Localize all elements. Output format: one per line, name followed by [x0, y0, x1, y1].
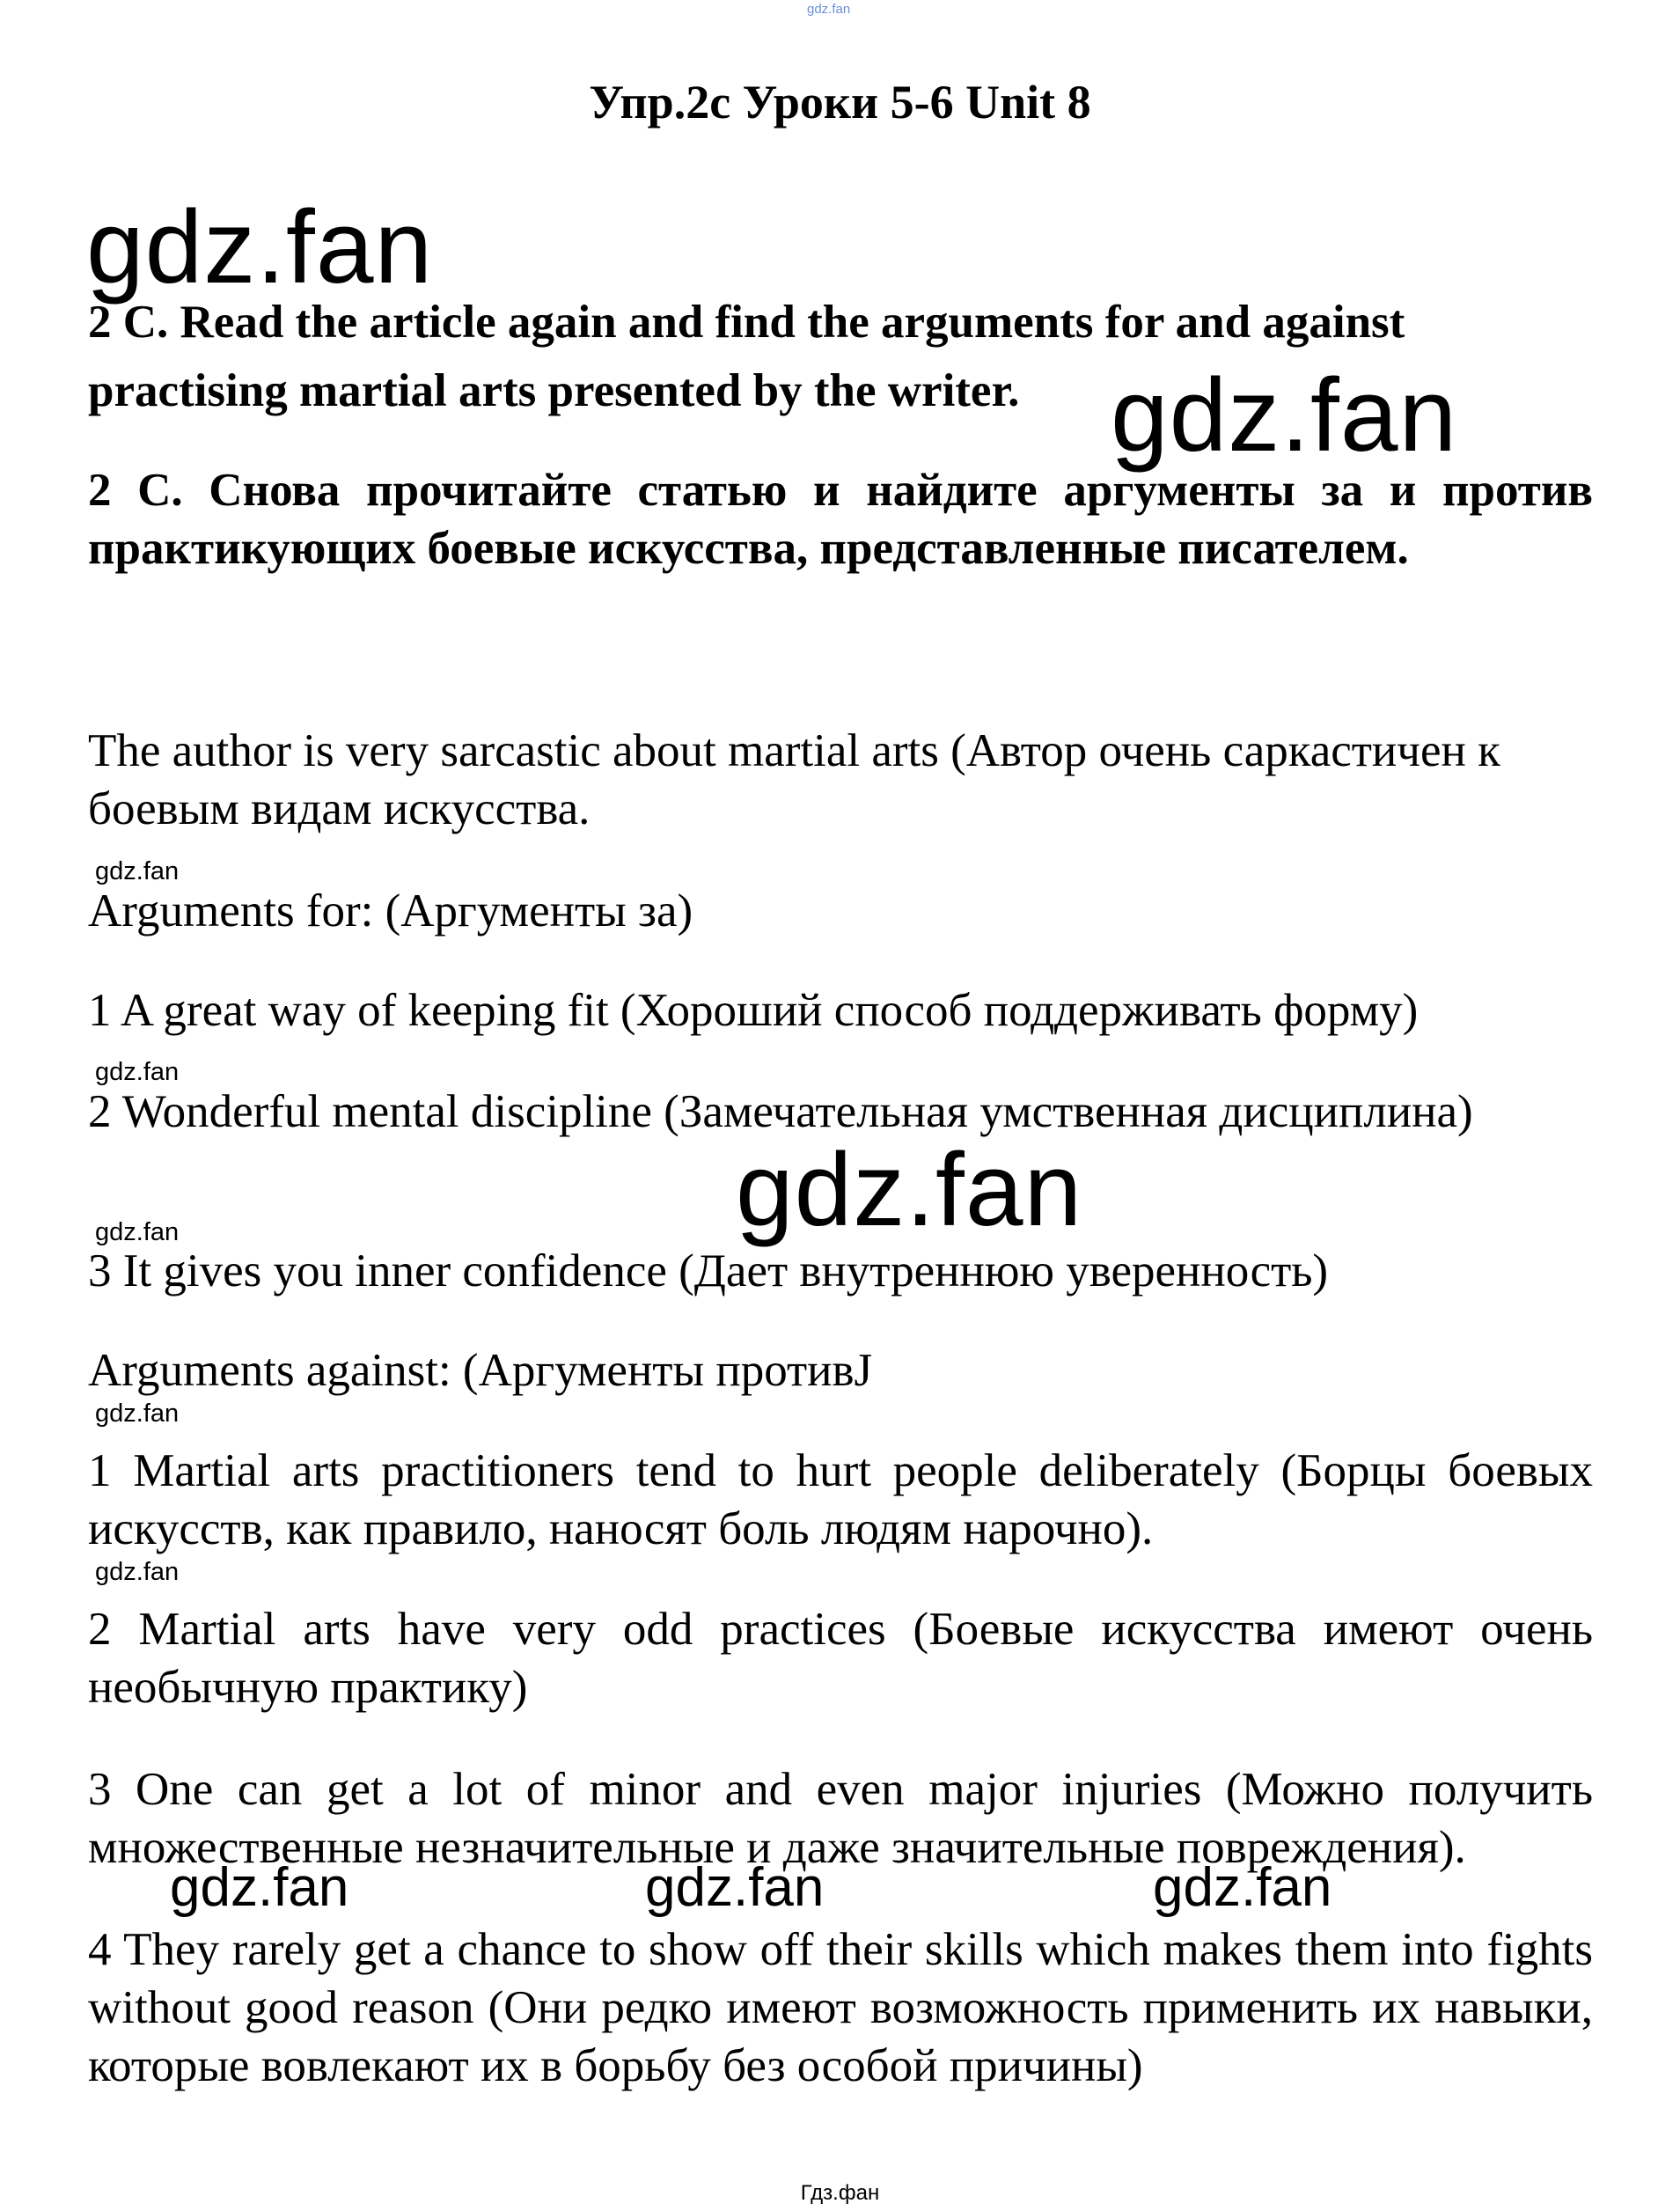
arguments-for-heading: Arguments for: (Аргументы за): [88, 885, 693, 937]
watermark-small: gdz.fan: [95, 1399, 180, 1428]
top-watermark: gdz.fan: [807, 2, 851, 17]
watermark-large: gdz.fan: [1111, 357, 1458, 474]
watermark-medium: gdz.fan: [1153, 1857, 1332, 1918]
page-title: Упр.2с Уроки 5-6 Unit 8: [589, 76, 1091, 129]
argument-for-3: 3 It gives you inner confidence (Дает внутреннюю уверенность): [88, 1245, 1329, 1296]
watermark-medium: gdz.fan: [170, 1857, 349, 1918]
argument-against-4: 4 They rarely get a chance to show off their skills which makes them into fights without good reason (Они редко имеют возможность применить их навыки, которые вовлекают их в борьбу без особой причины): [88, 1924, 1593, 2091]
watermark-small: gdz.fan: [95, 1058, 180, 1086]
watermark-small: gdz.fan: [95, 1558, 180, 1586]
argument-against-3: 3 One can get a lot of minor and even major injuries (Можно получить множественные незначительные и даже значительные повреждения).: [88, 1764, 1593, 1873]
task-english: 2 С. Read the article again and find the arguments for and against practising martial arts presented by the writer.: [88, 297, 1405, 416]
watermark-large: gdz.fan: [86, 189, 434, 305]
arguments-against-heading: Arguments against: (Аргументы противJ: [88, 1345, 873, 1396]
footer-text: Гдз.фан: [800, 2181, 880, 2205]
task-russian: 2 С. Снова прочитайте статью и найдите аргументы за и против практикующих боевые искусства, представленные писателем.: [88, 465, 1593, 574]
watermark-small: gdz.fan: [95, 857, 180, 885]
watermark-large: gdz.fan: [736, 1132, 1083, 1248]
argument-against-2: 2 Martial arts have very odd practices (Боевые искусства имеют очень необычную практику): [88, 1604, 1593, 1713]
argument-for-2: 2 Wonderful mental discipline (Замечательная умственная дисциплина): [88, 1086, 1473, 1137]
watermark-medium: gdz.fan: [645, 1857, 825, 1918]
argument-against-1: 1 Martial arts practitioners tend to hurt people deliberately (Борцы боевых искусств, как правило, наносят боль людям нарочно).: [88, 1445, 1593, 1554]
answer-intro: The author is very sarcastic about martial arts (Автор очень саркастичен к боевым видам искусства.: [88, 725, 1500, 834]
argument-for-1: 1 A great way of keeping fit (Хороший способ поддерживать форму): [88, 985, 1419, 1036]
watermark-small: gdz.fan: [95, 1218, 180, 1246]
